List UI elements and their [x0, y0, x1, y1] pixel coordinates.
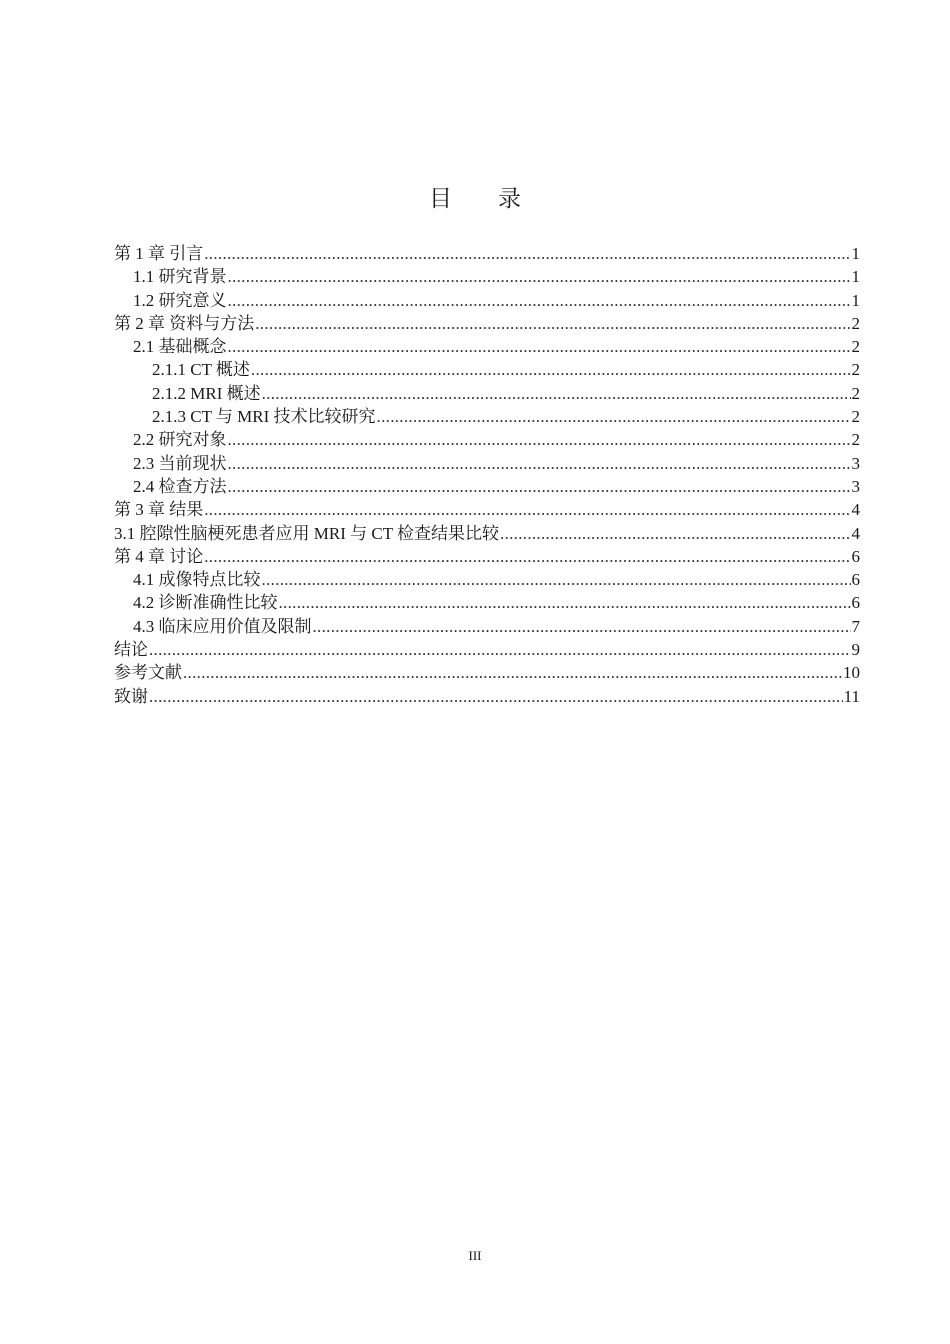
table-of-contents [114, 242, 860, 708]
dot-leader [377, 405, 851, 428]
dot-leader [228, 475, 851, 498]
toc-entry-label: 2.3 当前现状 [133, 453, 227, 473]
toc-entry[interactable] [114, 638, 860, 661]
toc-entry[interactable] [114, 591, 860, 614]
toc-entry-label: 致谢 [114, 686, 148, 706]
toc-entry-page: 6 [851, 546, 860, 566]
toc-entry-page: 11 [843, 686, 860, 706]
page-title [0, 180, 950, 213]
dot-leader [262, 382, 851, 405]
toc-entry[interactable] [114, 428, 860, 451]
toc-entry[interactable] [114, 475, 860, 498]
toc-entry[interactable] [114, 335, 860, 358]
toc-entry-label: 4.3 临床应用价值及限制 [133, 616, 312, 636]
toc-entry-label: 4.1 成像特点比较 [133, 570, 261, 590]
toc-entry[interactable] [114, 265, 860, 288]
toc-entry[interactable] [114, 358, 860, 381]
toc-entry-page: 2 [851, 360, 860, 380]
dot-leader [149, 638, 851, 661]
toc-entry-page: 7 [851, 616, 860, 636]
toc-entry-label: 1.1 研究背景 [133, 267, 227, 287]
toc-entry-label: 4.2 诊断准确性比较 [133, 593, 278, 613]
toc-entry-page: 3 [851, 476, 860, 496]
toc-entry-label: 3.1 腔隙性脑梗死患者应用 MRI 与 CT 检查结果比较 [114, 523, 500, 543]
toc-entry-page: 2 [851, 407, 860, 427]
toc-entry[interactable] [114, 685, 860, 708]
title-char-2: 录 [498, 186, 521, 211]
dot-leader [204, 498, 850, 521]
toc-entry[interactable] [114, 498, 860, 521]
toc-entry-label: 2.1.1 CT 概述 [152, 360, 250, 380]
toc-entry-page: 2 [851, 337, 860, 357]
toc-entry-label: 第 4 章 讨论 [114, 546, 204, 566]
dot-leader [204, 545, 850, 568]
toc-entry-label: 2.4 检查方法 [133, 476, 227, 496]
toc-entry-page: 6 [851, 570, 860, 590]
dot-leader [251, 358, 851, 381]
toc-entry-label: 第 3 章 结果 [114, 500, 204, 520]
dot-leader [183, 661, 842, 684]
toc-entry-page: 3 [851, 453, 860, 473]
dot-leader [228, 265, 851, 288]
dot-leader [228, 289, 851, 312]
toc-entry[interactable] [114, 568, 860, 591]
title-char-1: 目 [429, 186, 452, 211]
dot-leader [228, 452, 851, 475]
toc-entry[interactable] [114, 452, 860, 475]
toc-entry[interactable] [114, 242, 860, 265]
toc-entry-label: 第 1 章 引言 [114, 244, 204, 263]
toc-entry-label: 2.1 基础概念 [133, 337, 227, 357]
toc-entry-page: 2 [851, 383, 860, 403]
toc-entry-label: 2.2 研究对象 [133, 430, 227, 450]
toc-entry-page: 9 [851, 640, 860, 660]
toc-entry-page: 6 [851, 593, 860, 613]
toc-entry-label: 1.2 研究意义 [133, 290, 227, 310]
toc-entry-label: 2.1.2 MRI 概述 [152, 383, 261, 403]
toc-entry[interactable] [114, 289, 860, 312]
dot-leader [228, 428, 851, 451]
dot-leader [204, 242, 850, 265]
dot-leader [279, 591, 851, 614]
page-number: III [468, 1248, 482, 1263]
toc-entry-page: 4 [851, 500, 860, 520]
toc-entry[interactable] [114, 405, 860, 428]
dot-leader [262, 568, 851, 591]
toc-entry-page: 10 [843, 663, 860, 683]
toc-entry[interactable] [114, 312, 860, 335]
toc-entry[interactable] [114, 522, 860, 545]
dot-leader [500, 522, 850, 545]
toc-entry[interactable] [114, 661, 860, 684]
toc-entry-page: 2 [851, 430, 860, 450]
toc-entry-label: 参考文献 [114, 663, 182, 683]
toc-entry-page: 4 [851, 523, 860, 543]
dot-leader [228, 335, 851, 358]
toc-entry-label: 第 2 章 资料与方法 [114, 313, 255, 333]
dot-leader [313, 615, 851, 638]
toc-entry-page: 1 [851, 267, 860, 287]
toc-entry[interactable] [114, 615, 860, 638]
toc-entry-label: 2.1.3 CT 与 MRI 技术比较研究 [152, 407, 376, 427]
toc-entry[interactable] [114, 382, 860, 405]
toc-entry-page: 1 [851, 290, 860, 310]
toc-entry-label: 结论 [114, 640, 148, 660]
toc-entry-page: 1 [851, 244, 860, 263]
dot-leader [149, 685, 843, 708]
toc-entry[interactable] [114, 545, 860, 568]
toc-entry-page: 2 [851, 313, 860, 333]
dot-leader [255, 312, 850, 335]
